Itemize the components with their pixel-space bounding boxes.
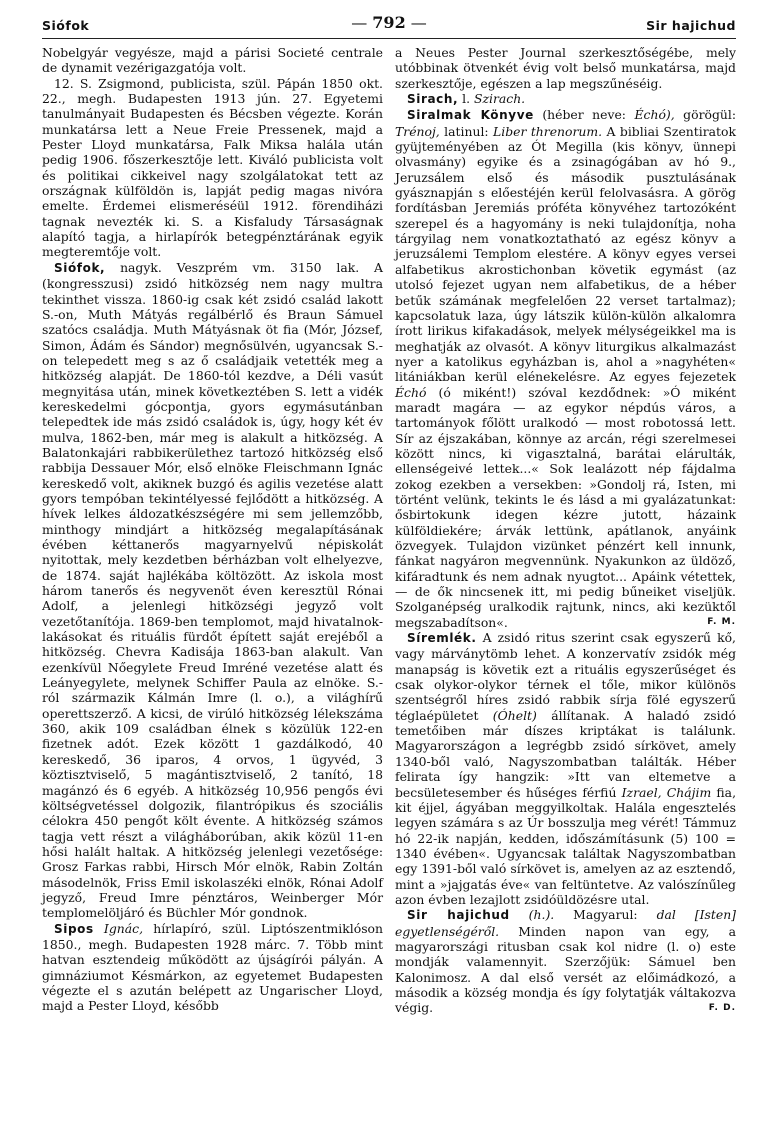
- entry-siremlek: [395, 630, 736, 907]
- author-signature: F. M.: [707, 617, 736, 628]
- cross-reference: Szirach.: [473, 91, 526, 107]
- header-right-keyword: Sir hajichud: [646, 18, 736, 33]
- entry-text: hírlapíró, szül. Liptószentmiklóson 1850., megh. Budapesten 1928 márc. 7. Több mint hatvan esztendeig működött az újságírói pályán. A gimnáziumot Késmárkon, az egyetemet Budapesten végezte el s azután belépett az Ungarischer Lloyd, majd a Pester Lloyd, később: [42, 920, 383, 1014]
- entry-text: latinul:: [439, 123, 494, 139]
- entry-name: Ignác,: [93, 920, 144, 936]
- entry-text: A zsidó ritus szerint csak egyszerű kő, vagy márványtömb lehet. A konzervatív zsidók még manapság is követik ezt a rituális egyszerűséget és csak olykor-olykor térnek el tőle, mikor különös szentségről híres zsidó rabbik sírja fölé egyszerű téglaépületet: [395, 630, 736, 723]
- entry-sipos: [42, 921, 383, 1014]
- author-signature: F. D.: [708, 1002, 736, 1013]
- paragraph: a Neues Pester Journal szerkesztőségébe, mely utóbbinak ötvenkét évig volt belső munkatársa, majd szerkesztője, egészen a lap megszűnéséig.: [395, 45, 736, 91]
- header-left-keyword: Siófok: [42, 18, 90, 33]
- italic-term: (Óhelt): [492, 707, 537, 723]
- entry-text: l.: [458, 91, 474, 107]
- entry-keyword: Sipos: [54, 921, 94, 936]
- page-header: [42, 12, 736, 34]
- text-columns: [42, 45, 736, 1016]
- entry-text: görögül:: [674, 107, 736, 123]
- italic-term: Échó),: [634, 107, 675, 123]
- entry-keyword: Siófok,: [54, 260, 106, 275]
- entry-text: állítanak. A haladó zsidó temetőiben már díszes kriptákat is találunk. Magyarországon a legrégbb zsidó sírkövet, amely 1340-ből való, Nagyszombatban találták. Héber felirata így hangzik: »Itt van eltemetve a becsületesember és hűséges férfiú: [395, 707, 736, 800]
- entry-siralmak-konyve: [395, 107, 736, 630]
- paragraph: Nobelgyár vegyésze, majd a párisi Societé centrale de dynamit vezérigazgatója volt.: [42, 45, 383, 76]
- entry-sir-hajichud: [395, 907, 736, 1015]
- right-column: [395, 45, 736, 1016]
- entry-keyword: Siralmak Könyve: [407, 108, 534, 123]
- entry-keyword: Sir hajichud: [407, 908, 510, 923]
- entry-text: (héber neve:: [533, 107, 635, 123]
- entry-siofok: [42, 260, 383, 921]
- italic-term: Izrael, Chájim: [621, 784, 712, 800]
- entry-keyword: Síremlék.: [407, 631, 477, 646]
- entry-text: (ó miként!) szóval kezdődnek: »Ó miként maradt magára — az egykor népdús város, a tartományok főlött uralkodó — most robotossá lett. Sír az éjszakában, könnye az arcán, régi szerelmesei között nincs, ki vigasztalná, barátai elárulták, ellenségeivé lettek...« Sok lealázott nép fájdalma zokog ezekben a versekben: »Gondolj rá, Isten, mi történt velünk, tekints le és lásd a mi gyalázatunkat: ősbirtokunk idegen kézre jutott, házaink külföldiekére; árvák lettünk, apátlanok, anyáink özvegyek. Tulajdon vizünket pénzért kell innunk, fánkat nagyáron megvennünk. Nyakunkon az üldöző, kifáradtunk és nem adnak nyugtot... Apáink vétettek, — de ők nincsenek itt, mi pedig bűneiket viseljük. Szolganépség uralkodik rajtunk, nincs, aki kezüktől megszabadítson«.: [395, 384, 736, 630]
- header-rule: [42, 38, 736, 39]
- entry-text: A bibliai Szentiratok gyüjteményében az Ót Megilla (kis könyv, ünnepi olvasmány) egyike és a zsinagógában av hó 9., Jeruzsálem első és második pusztulásának gyásznapján s előestéjén kerül felolvasásra. A görög fordításban Jeremiás próféta könyvéhez tartozóként szerepel és a hagyomány is neki tulajdonítja, noha tárgyilag nem vonatkoztatható az egész könyv a jeruzsálemi Templom elestére. A könyv egyes versei alfabetikus akrostichonban követik egymást (az utolsó fejezet ugyan nem alfabetikus, de a héber betűk számának megfelelően 22 verset tartalmaz); kapcsolatuk laza, úgy látszik külön-külön alkalomra írott lirikus kifakadások, melyek mélységeikkel ma is meghatják az olvasót. A könyv liturgikus alkalmazást nyer a katolikus egyházban is, ahol a »nagyhéten« litániákban kerül elénekelésre. Az egyes fejezetek: [395, 123, 736, 385]
- italic-term: Échó: [395, 384, 427, 400]
- left-column: [42, 45, 383, 1016]
- entry-text: Magyarul:: [554, 907, 657, 923]
- entry-text: nagyk. Veszprém vm. 3150 lak. A (kongresszusi) zsidó hitközség nem nagy multra tekinthet vissza. 1860-ig csak két zsidó család lakott S.-on, Muth Mátyás regálbérlő és Braun Sámuel szatócs családja. Muth Mátyásnak öt fia (Mór, József, Simon, Ádám és Sándor) megnősülvén, ugyancsak S.-on telepedett meg s az ő családjaik vetették meg a hitközség alapját. De 1860-tól kezdve, a Déli vasút megnyitása után, minek következtében S. lett a vidék kereskedelmi gócpontja, gyors egymásutánban telepedtek ide más zsidó családok is, úgy, hogy két év mulva, 1862-ben, már meg is alakult a hitközség. A Balatonkajári rabbikerülethez tartozó hitközség első rabbija Dessauer Mór, első elnöke Fleischmann Ignác kereskedő volt, akiknek buzgó és agilis vezetése alatt gyors tempóban tekintélyessé fejlődött a hitközség. A hívek lelkes áldozatkészségére mi sem jellemzőbb, minthogy mindjárt a hitközség megalapításának évében kéttanerős magyarnyelvű népiskolát nyitottak, mely kezdetben bérházban volt elhelyezve, de 1874. saját hajlékába költözött. Az iskola most három tanerős és negyvenöt éven keresztül Rónai Adolf, a jelenlegi hitközségi jegyző volt vezetőtanítója. 1869-ben templomot, majd hivatalnok-lakásokat és rituális fürdőt épített saját erejéből a hitközség. Chevra Kadisája 1863-ban alakult. Van ezenkívül Nőegylete Freud Imréné vezetése alatt és Leányegylete, melynek Schiffer Paula az elnöke. S.-ról származik Kálmán Imre (l. o.), a világhírű operettszerző. A kicsi, de virúló hitközség lélekszáma 360, akik 109 családban élnek s közülük 122-en fizetnek adót. Ezek között 1 gazdálkodó, 40 kereskedő, 36 iparos, 4 orvos, 1 ügyvéd, 3 köztisztviselő, 5 magántisztviselő, 2 tanító, 18 magánzó és 6 egyéb. A hitközség 10,956 pengős évi költségvetéssel dolgozik, filantrópikus és szociális célokra 450 pengőt költ évente. A hitközség számos tagja vett részt a világháborúban, akik közül 11-en hősi halált haltak. A hitközség jelenlegi vezetősége: Grosz Farkas rabbi, Hirsch Mór elnök, Rabin Zoltán másodelnök, Friss Emil iskolaszéki elnök, Rónai Adolf jegyző, Freud Imre pénztáros, Weinberger Mór templomelöljáró és Büchler Mór gondnok.: [42, 259, 383, 921]
- entry-text: Minden napon van egy, a magyarországi ritusban csak kol nidre (l. o) este mondják valamennyit. Szerzőjük: Sámuel ben Kalonimosz. A dal első versét az előimádkozó, a második a község mondja és így folytatják váltakozva végig.: [395, 923, 736, 1016]
- paragraph: 12. S. Zsigmond, publicista, szül. Pápán 1850 okt. 22., megh. Budapesten 1913 jún. 27. Egyetemi tanulmányait Budapesten és Bécsben végezte. Korán munkatársa lett a Neue Freie Pressenek, majd a Pester Lloyd munkatársa, Falk Miksa halála után pedig 1906. főszerkesztője lett. Kiváló publicista volt és politikai cikkeivel nagy szolgálatokat tett az országnak külföldön is, lapját pedig magas nivóra emelte. Érdemei elismeréséül 1912. förendiházi tagnak nevezték ki. S. a Kisfaludy Társaságnak alapító tagja, a hirlapírók betegpénztárának egyik megteremtője volt.: [42, 75, 383, 260]
- entry-sirach: [395, 91, 736, 107]
- page-number: — 792 —: [351, 13, 427, 32]
- entry-keyword: Sirach,: [407, 92, 459, 107]
- italic-term: dal [Isten] egyetlenségéről.: [395, 907, 737, 939]
- italic-term: (h.).: [509, 907, 555, 923]
- entry-text: fia, kit éjjel, ágyában meggyilkoltak. Halála engesztelés legyen számára s az Úr bosszulja meg vérét! Támmuz hó 22-ik napján, kedden, időszámításunk (5) 100 = 1340 évében«. Ugyancsak találtak Nagyszombatban egy 1391-ből való sírkövet is, amelyen az az esztendő, mint a »jajgatás éve« van feltüntetve. Az valószínűleg azon évben lezajlott zsidóüldözésre utal.: [395, 784, 737, 907]
- page-number-value: 792: [372, 13, 406, 32]
- italic-term: Liber threnorum.: [493, 123, 603, 139]
- italic-term: Trénoj,: [395, 123, 440, 139]
